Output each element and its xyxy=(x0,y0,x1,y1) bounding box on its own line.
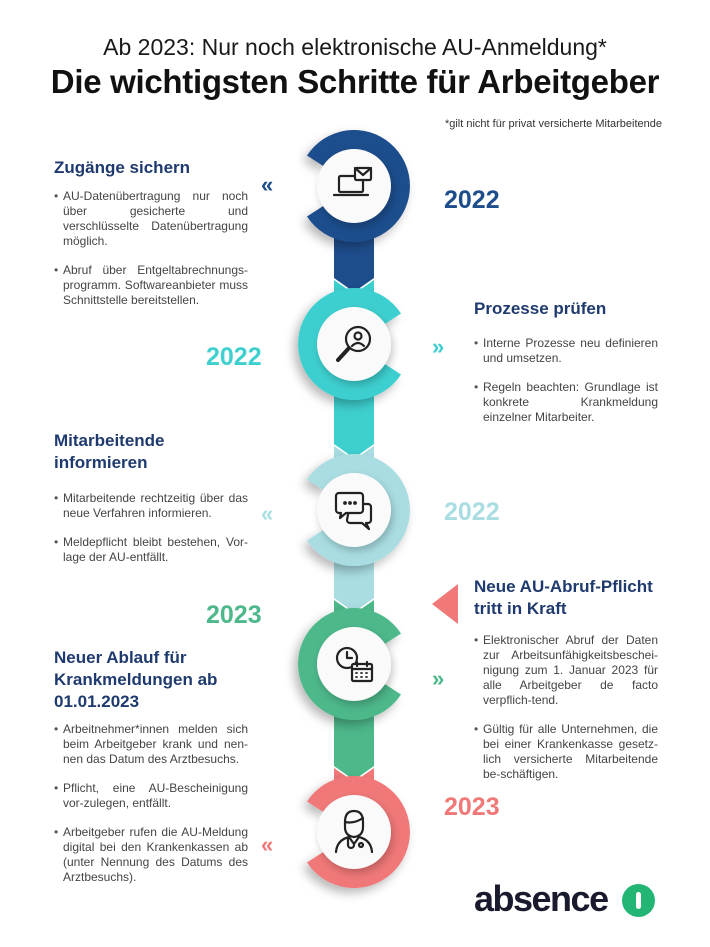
extra-heading xyxy=(474,576,694,620)
step-1-year: 2022 xyxy=(444,186,500,214)
step-3-ring xyxy=(307,454,410,566)
connector-4 xyxy=(334,714,374,780)
step-4-bullet: • Arbeitnehmer*innen melden sich beim Arbeitgeber krank und nen-nen das Datum des Arztbesuchs. xyxy=(54,722,248,767)
footnote: *gilt nicht für privat versicherte Mitarbeitende xyxy=(444,118,662,130)
step-2-bullet: • Interne Prozesse neu definieren und umsetzen. xyxy=(474,336,658,366)
step-1-ring xyxy=(307,130,410,242)
step-4-year: 2023 xyxy=(206,601,262,629)
extra-bullet: • Gültig für alle Unternehmen, die bei einer Krankenkasse gesetz-lich versicherte Mitarbeitende be-schäftigen. xyxy=(474,722,658,782)
step-1-bullets xyxy=(54,189,248,322)
step-4-bullet: • Arbeitgeber rufen die AU-Meldung digital bei den Krankenkassen ab (unter Nennung des Datums des Arztbesuchs). xyxy=(54,825,248,885)
step-2-ring xyxy=(298,288,401,400)
step-5-ring xyxy=(307,776,410,888)
step-1-heading: Zugänge sichern xyxy=(54,158,191,177)
step-4-bullets xyxy=(54,722,248,899)
step-1-bullet: • AU-Datenübertragung nur noch über gesicherte und verschlüsselte Datenübertragung möglich. xyxy=(54,189,248,249)
page-title: Die wichtigsten Schritte für Arbeitgeber xyxy=(50,63,660,100)
extra-pointer-arrow xyxy=(432,584,458,624)
step-1-bullet: • Abruf über Entgeltabrechnungs-programm. Softwareanbieter muss Schnittstelle bereitstellen. xyxy=(54,263,248,308)
step-3-bullet: • Mitarbeitende rechtzeitig über das neue Verfahren informieren. xyxy=(54,491,248,521)
extra-heading-line: Neue AU-Abruf-Pflicht xyxy=(474,577,653,596)
step-3-heading-line: informieren xyxy=(54,453,148,472)
step-3-heading-line: Mitarbeitende xyxy=(54,431,165,450)
step-3-heading xyxy=(54,430,254,474)
subtitle: Ab 2023: Nur noch elektronische AU-Anmeldung* xyxy=(103,34,607,60)
extra-heading-line: tritt in Kraft xyxy=(474,599,567,618)
step-4-heading xyxy=(54,647,254,713)
connector-1 xyxy=(334,236,374,292)
step-4-bullet: • Pflicht, eine AU-Bescheinigung vor-zulegen, entfällt. xyxy=(54,781,248,811)
step-2-chevron: » xyxy=(432,334,442,359)
connector-2 xyxy=(334,394,374,458)
step-3-year: 2022 xyxy=(444,498,500,526)
step-4-heading-line: Krankmeldungen ab xyxy=(54,670,218,689)
step-4-chevron: » xyxy=(432,666,442,691)
absence-logo: absence xyxy=(474,878,608,919)
step-2-bullets xyxy=(474,336,658,439)
step-5-chevron: « xyxy=(261,832,271,857)
step-2-year: 2022 xyxy=(206,343,262,371)
logo-power-icon xyxy=(622,884,655,917)
step-5-year: 2023 xyxy=(444,793,500,821)
step-3-chevron: « xyxy=(261,501,271,526)
step-3-bullet: • Meldepflicht bleibt bestehen, Vor-lage der AU-entfällt. xyxy=(54,535,248,565)
step-3-bullets xyxy=(54,491,248,579)
step-4-heading-line: 01.01.2023 xyxy=(54,692,140,711)
step-4-heading-line: Neuer Ablauf für xyxy=(54,648,187,667)
step-4-ring xyxy=(298,608,401,720)
step-1-chevron: « xyxy=(261,172,271,197)
step-2-bullet: • Regeln beachten: Grundlage ist konkrete Krankmeldung einzelner Mitarbeiter. xyxy=(474,380,658,425)
extra-bullet: • Elektronischer Abruf der Daten zur Arbeitsunfähigkeitsbeschei-nigung zum 1. Januar 2023 für alle Arbeitgeber de facto verpflich-tend. xyxy=(474,633,658,708)
step-2-heading: Prozesse prüfen xyxy=(474,299,607,318)
extra-bullets xyxy=(474,633,658,796)
